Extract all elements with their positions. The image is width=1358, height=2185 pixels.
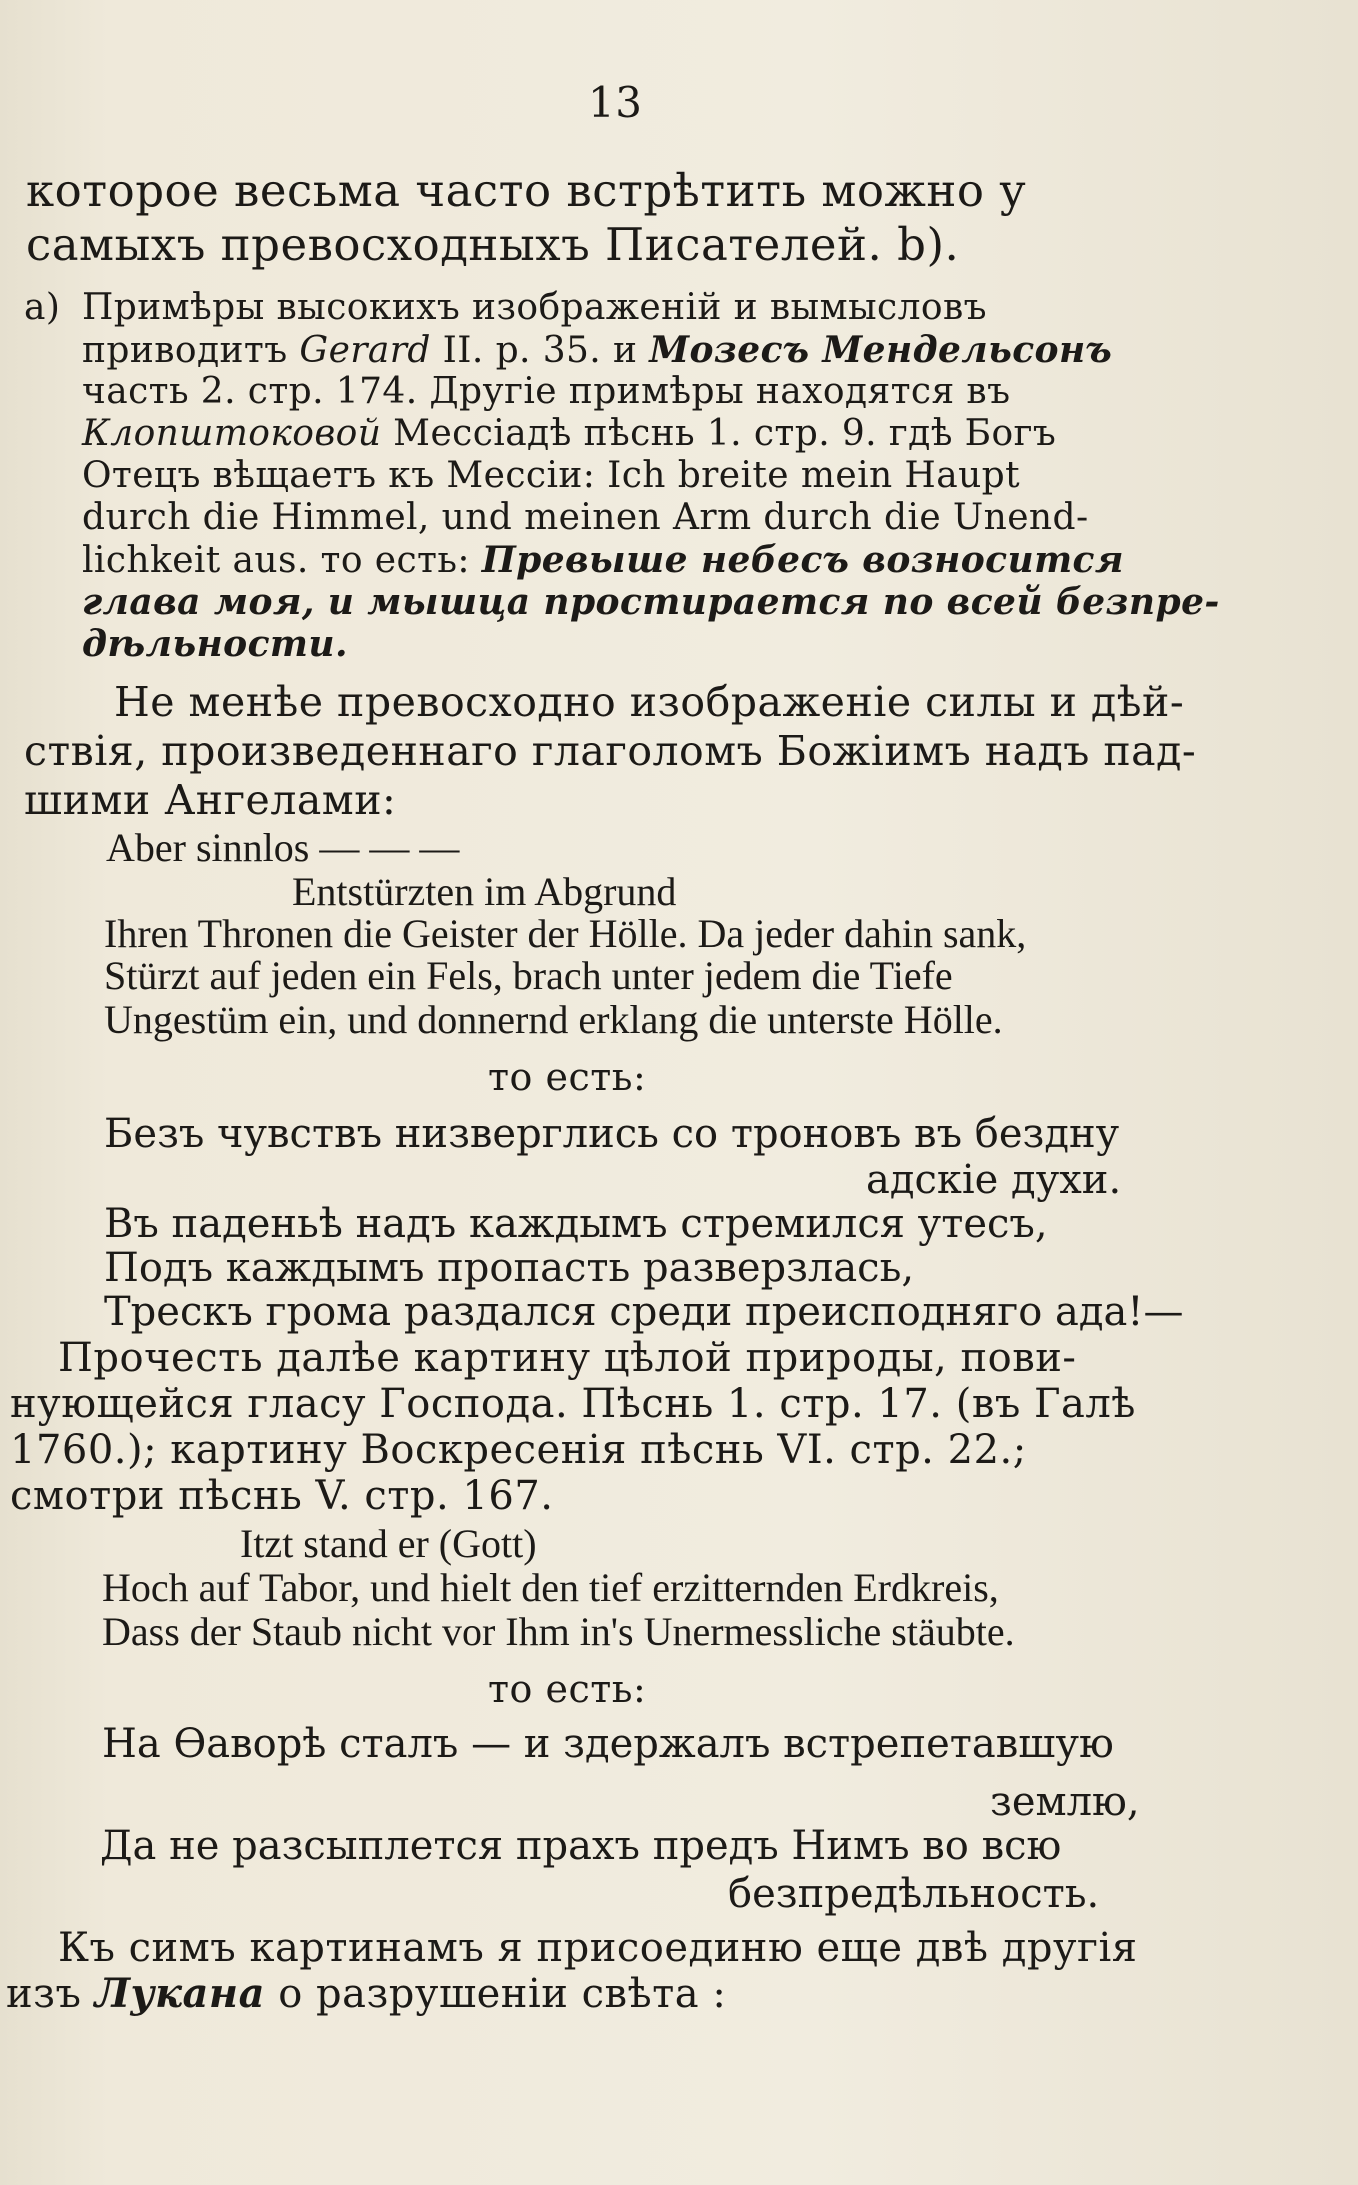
footnote-line-8: глава моя, и мышца простирается по всей безпре- <box>82 581 1220 623</box>
para2-line-1: Не менѣе превосходно изображеніе силы и дѣй- <box>114 678 1185 726</box>
russian-verse1-line-5: Трескъ грома раздался среди преисподняго ада!— <box>104 1289 1184 1335</box>
para3-line-3: 1760.); картину Воскресенія пѣснь VI. стр. 22.; <box>10 1427 1027 1473</box>
german-verse1-line-5: Ungestüm ein, und donnernd erklang die unterste Hölle. <box>104 997 1003 1042</box>
footnote-marker: a) <box>24 287 61 328</box>
to-est-1: то есть: <box>488 1055 647 1099</box>
german-verse1-line-4: Stürzt auf jeden ein Fels, brach unter jedem die Tiefe <box>104 953 953 998</box>
para4-line-2-rest: о разрушеніи свѣта : <box>265 1971 727 2017</box>
intro-line-1: которое весьма часто встрѣтить можно у <box>26 164 1027 217</box>
footnote-line-2-pre: приводитъ <box>82 330 300 371</box>
russian-verse1-line-1: Безъ чувствъ низверглись со троновъ въ бездну <box>104 1111 1120 1157</box>
footnote-line-5: Отецъ вѣщаетъ къ Мессіи: Ich breite mein Haupt <box>82 455 1020 496</box>
para2-line-3: шими Ангелами: <box>24 776 397 824</box>
page-number: 13 <box>588 78 643 127</box>
german-verse2-line-1: Itzt stand er (Gott) <box>240 1521 537 1566</box>
german-verse1-line-3: Ihren Thronen die Geister der Hölle. Da jeder dahin sank, <box>104 911 1027 956</box>
russian-verse2-line-2: землю, <box>990 1779 1140 1825</box>
para3-line-2: нующейся гласу Господа. Пѣснь 1. стр. 17. (въ Галѣ <box>10 1381 1136 1427</box>
german-verse1-line-2: Entstürzten im Abgrund <box>292 869 677 914</box>
para4-line-2-pre: изъ <box>6 1971 95 2017</box>
russian-verse2-line-1: На Ѳаворѣ сталъ — и здержалъ встрепетавшую <box>102 1721 1114 1767</box>
para4-lucan: Лукана <box>94 1970 266 2017</box>
footnote-line-7-pre: lichkeit aus. то есть: <box>82 540 482 581</box>
para3-line-4: смотри пѣснь V. стр. 167. <box>10 1473 554 1519</box>
footnote-klopstock: Клопштоковой <box>82 413 382 454</box>
footnote-line-3: часть 2. стр. 174. Другіе примѣры находятся въ <box>82 371 1011 412</box>
german-verse1-line-1: Aber sinnlos — — — <box>106 825 460 870</box>
footnote-line-1: Примѣры высокихъ изображеній и вымысловъ <box>82 287 987 328</box>
russian-verse1-line-3: Въ паденьѣ надъ каждымъ стремился утесъ, <box>104 1201 1048 1247</box>
para4-line-1: Къ симъ картинамъ я присоединю еще двѣ другія <box>58 1925 1138 1971</box>
footnote-line-2-mid: II. p. 35. и <box>430 330 650 371</box>
russian-verse1-line-4: Подъ каждымъ пропасть разверзлась, <box>104 1245 915 1291</box>
russian-verse2-line-3: Да не разсыплется прахъ предъ Нимъ во всю <box>100 1823 1062 1869</box>
intro-line-2: самыхъ превосходныхъ Писателей. b). <box>26 218 960 271</box>
footnote-line-9: дѣльности. <box>82 623 348 665</box>
german-verse2-line-2: Hoch auf Tabor, und hielt den tief erzitternden Erdkreis, <box>102 1565 999 1610</box>
footnote-line-4 <box>82 413 1057 454</box>
footnote-line-7-italic: Превыше небесъ возносится <box>481 539 1124 581</box>
para3-line-1: Прочесть далѣе картину цѣлой природы, пови- <box>58 1335 1077 1381</box>
footnote-line-6: durch die Himmel, und meinen Arm durch die Unend- <box>82 497 1089 538</box>
russian-verse1-line-2: адскіе духи. <box>866 1157 1122 1203</box>
footnote-line-2 <box>82 329 1113 371</box>
para4-line-2 <box>6 1970 727 2017</box>
footnote-line-4-rest: Мессіадѣ пѣснь 1. стр. 9. гдѣ Богъ <box>381 413 1057 454</box>
russian-verse2-line-4: безпредѣльность. <box>728 1871 1100 1917</box>
footnote-line-7 <box>82 539 1124 581</box>
footnote-gerard: Gerard <box>299 330 431 371</box>
german-verse2-line-3: Dass der Staub nicht vor Ihm in's Unermessliche stäubte. <box>102 1609 1015 1654</box>
to-est-2: то есть: <box>488 1667 647 1711</box>
footnote-mendelssohn: Мозесъ Мендельсонъ <box>649 329 1113 371</box>
para2-line-2: ствія, произведеннаго глаголомъ Божіимъ надъ пад- <box>24 727 1197 775</box>
